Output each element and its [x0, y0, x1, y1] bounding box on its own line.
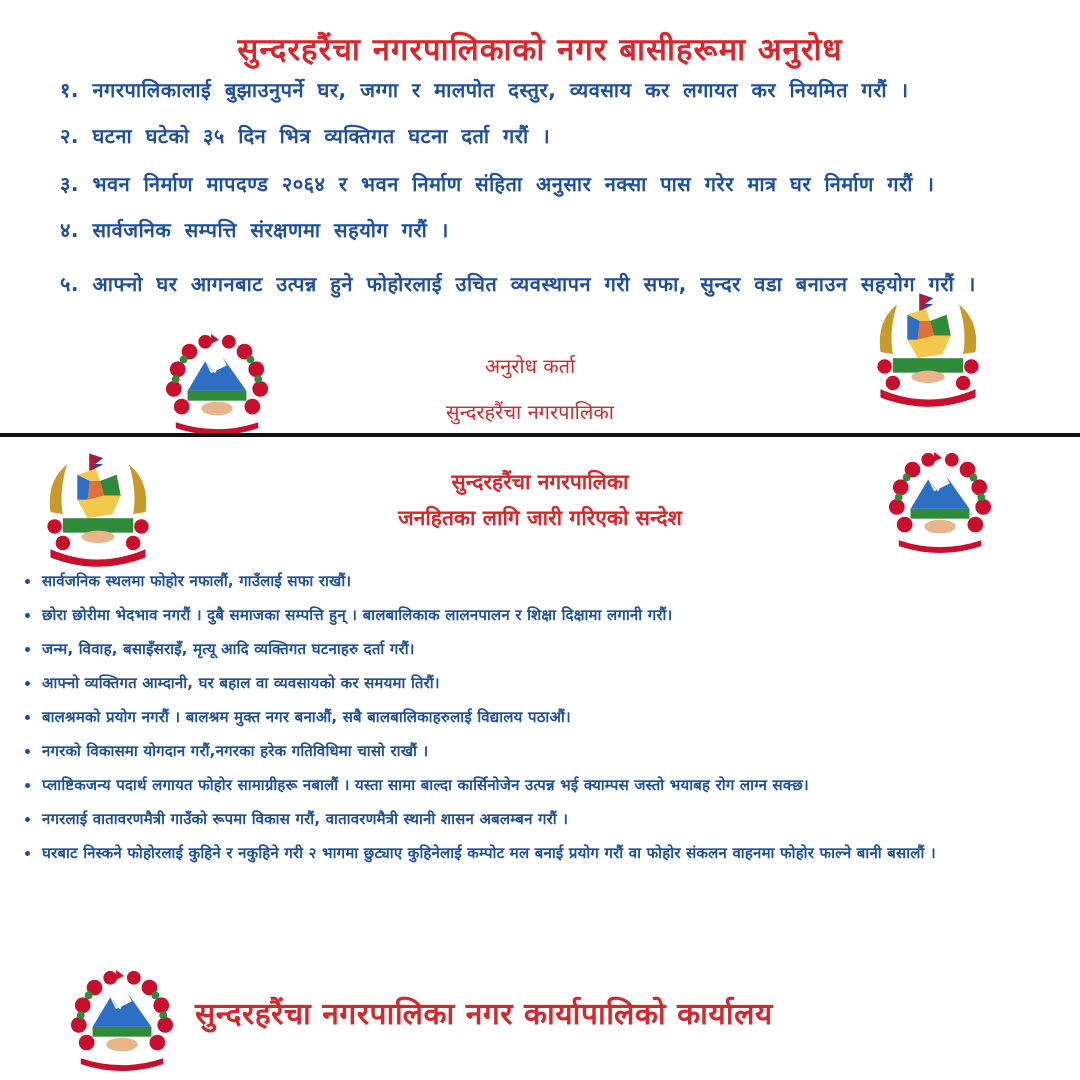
list-item: आफ्नो व्यक्तिगत आम्दानी, घर बहाल वा व्यवसायको कर समयमा तिरौं। [22, 666, 1067, 700]
notice-title: सुन्दरहरैंचा नगरपालिकाको नगर बासीहरूमा अनुरोध [237, 32, 843, 68]
notice-item-4: ४. सार्वजनिक सम्पत्ति संरक्षणमा सहयोग गरौं । [60, 218, 449, 242]
list-item: नगरको विकासमा योगदान गरौं,नगरका हरेक गतिविधिमा चासो राखौं । [22, 734, 1067, 768]
nepal-emblem-icon [62, 966, 182, 1074]
notice-item-1: १. नगरपालिकालाई बुझाउनुपर्ने घर, जग्गा र मालपोत दस्तुर, व्यवसाय कर लगायत कर नियमित गरौं । [60, 78, 909, 102]
message-list [22, 564, 1067, 870]
list-item: घरबाट निस्कने फोहोरलाई कुहिने र नकुहिने गरी २ भागमा छुट्याए कुहिनेलाई कम्पोट मल बनाई प्रयोग गरौं वा फोहोर संकलन वाहनमा फोहोर फाल्ने बानी बसालौं । [22, 836, 1067, 870]
notice-item-3: ३. भवन निर्माण मापदण्ड २०६४ र भवन निर्माण संहिता अनुसार नक्सा पास गरेर मात्र घर निर्माण गरौं । [60, 172, 935, 196]
requester-label: अनुरोध कर्ता [484, 354, 576, 378]
notice-item-5: ५. आफ्नो घर आगनबाट उत्पन्न हुने फोहोरलाई उचित व्यवस्थापन गरी सफा, सुन्दर वडा बनाउन सहयोग गरौं । [60, 272, 976, 296]
list-item: बालश्रमको प्रयोग नगरौं । बालश्रम मुक्त नगर बनाऔं, सबै बालबालिकाहरुलाई विद्यालय पठाऔं। [22, 700, 1067, 734]
section-divider [0, 433, 1080, 437]
message-title: सुन्दरहरैंचा नगरपालिका [451, 470, 629, 494]
message-subtitle: जनहितका लागि जारी गरिएको सन्देश [398, 506, 682, 530]
notice-item-2: २. घटना घटेको ३५ दिन भित्र व्यक्तिगत घटना दर्ता गरौं । [60, 124, 551, 148]
nepal-emblem-icon [158, 330, 276, 438]
municipality-logo-icon [866, 290, 990, 414]
requester-name: सुन्दरहरैंचा नगरपालिका [446, 400, 614, 424]
nepal-emblem-icon [880, 448, 1000, 556]
list-item: प्लाष्टिकजन्य पदार्थ लगायत फोहोर सामाग्रीहरू नबालौं । यस्ता सामा बाल्दा कार्सिनोजेन उत्पन्न भई क्याम्पस जस्तो भयाबह रोग लाग्न सक्छ। [22, 768, 1067, 802]
municipality-logo-icon [36, 450, 160, 574]
list-item: जन्म, विवाह, बसाइँसराइँ, मृत्यू आदि व्यक्तिगत घटनाहरु दर्ता गरौं। [22, 632, 1067, 666]
footer-office-title: सुन्दरहरैंचा नगरपालिका नगर कार्यापालिको कार्यालय [195, 997, 773, 1032]
list-item: नगरलाई वातावरणमैत्री गाउँको रूपमा विकास गरौं, वातावरणमैत्री स्थानी शासन अबलम्बन गरौं । [22, 802, 1067, 836]
list-item: छोरा छोरीमा भेदभाव नगरौं । दुबै समाजका सम्पत्ति हुन् । बालबालिकाक लालनपालन र शिक्षा दिक्षामा लगानी गरौं। [22, 598, 1067, 632]
list-item: सार्वजनिक स्थलमा फोहोर नफालौं, गाउँलाई सफा राखौं। [22, 564, 1067, 598]
